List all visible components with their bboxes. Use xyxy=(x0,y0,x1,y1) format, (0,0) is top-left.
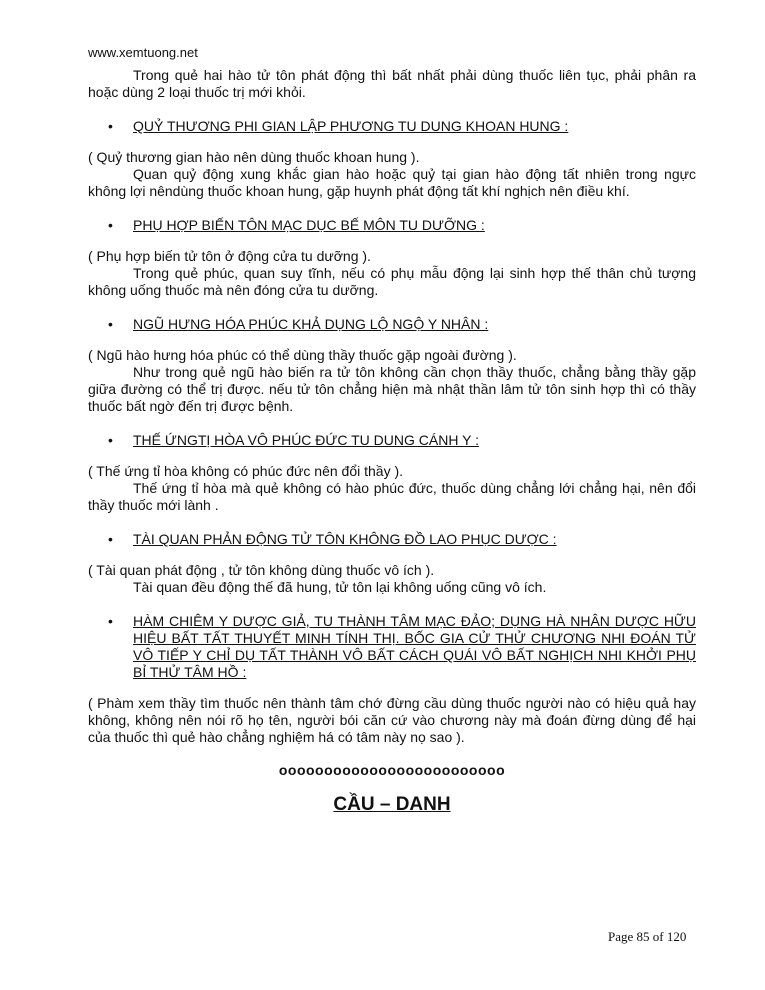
section-body: Như trong quẻ ngũ hào biến ra tử tôn không cần chọn thầy thuốc, chẳng bằng thầy gặp giữa đường có thể trị được. nếu tử tôn chẳng hiện mà nhật thần lâm tử tôn sinh hợp thì có thầy thuốc bất ngờ đến trị được bệnh. xyxy=(88,364,696,414)
separator: ooooooooooooooooooooooooo xyxy=(278,762,506,778)
heading-text: PHỤ HỢP BIẾN TÔN MẠC DỤC BẾ MÔN TU DƯỠNG : xyxy=(133,217,485,233)
section-heading xyxy=(88,613,696,681)
bullet-icon: • xyxy=(108,316,113,332)
section-body: Thế ứng tỉ hòa mà quẻ không có hào phúc đức, thuốc dùng chẳng lới chẳng hại, nên đổi thầy thuốc mới lành . xyxy=(88,480,696,513)
bullet-icon: • xyxy=(108,613,113,629)
site-url[interactable]: www.xemtuong.net xyxy=(88,45,198,60)
section-note: ( Phụ hợp biến tử tôn ở động cửa tu dưỡng ). xyxy=(88,248,371,264)
section-heading xyxy=(88,217,696,234)
page-number: Page 85 of 120 xyxy=(608,929,687,944)
heading-text: HÀM CHIÊM Y DƯỢC GIẢ, TU THÀNH TÂM MẠC ĐẢO; DỤNG HÀ NHÂN DƯỢC HỮU HIỆU BẤT TẤT THUYẾT MINH TÍNH THỊ. BỐC GIA CỬ THỬ CHƯƠNG NHI ĐOÁN TỬ VÔ TIẾP Y CHỈ DỤ TẤT THÀNH VÔ BẤT CÁCH QUÁI VÔ BẤT NGHỊCH NHI KHỞI PHỤ BỈ THỬ TÂM HỒ : xyxy=(133,613,696,680)
section-note: ( Phàm xem thầy tìm thuốc nên thành tâm chớ đừng cầu dùng thuốc người nào có hiệu quả hay không, không nên nói rõ họ tên, người bói căn cứ vào chương này mà đoán đừng dùng để hại của thuốc thì quẻ hào chẳng nghiệm há có tâm này nọ sao ). xyxy=(88,695,696,745)
heading-text: THẾ ỨNGTỊ HÒA VÔ PHÚC ĐỨC TU DUNG CÁNH Y : xyxy=(133,432,479,448)
section-heading xyxy=(88,316,696,333)
section-body: Quan quỷ động xung khắc gian hào hoặc quỷ tại gian hào động tất nhiên trong ngực không lợi nêndùng thuốc khoan hung, gặp huynh phát động tất khí nghịch nên điều khí. xyxy=(88,166,696,199)
section-note: ( Thế ứng tỉ hòa không có phúc đức nên đổi thầy ). xyxy=(88,463,404,479)
section-body: Trong quẻ phúc, quan suy tĩnh, nếu có phụ mẫu động lại sinh hợp thế thân chủ tượng không uống thuốc mà nên đóng cửa tu dưỡng. xyxy=(88,265,696,298)
section-heading xyxy=(88,432,696,449)
bullet-icon: • xyxy=(108,118,113,134)
page-content xyxy=(88,44,696,813)
heading-text: NGŨ HƯNG HÓA PHÚC KHẢ DỤNG LỘ NGỘ Y NHÂN : xyxy=(133,316,489,332)
bullet-icon: • xyxy=(108,432,113,448)
section-note: ( Ngũ hào hưng hóa phúc có thể dùng thầy thuốc gặp ngoài đường ). xyxy=(88,347,517,363)
bullet-icon: • xyxy=(108,531,113,547)
section-heading xyxy=(88,531,696,548)
section-heading xyxy=(88,118,696,135)
section-note: ( Tài quan phát động , tử tôn không dùng thuốc vô ích ). xyxy=(88,562,435,578)
heading-text: TÀI QUAN PHẢN ĐỘNG TỬ TÔN KHÔNG ĐỒ LAO PHỤC DƯỢC : xyxy=(133,531,557,547)
next-section-title: CẦU – DANH xyxy=(333,794,451,815)
section-body: Tài quan đều động thế đã hung, tử tôn lại không uống cũng vô ích. xyxy=(133,579,547,595)
heading-text: QUỶ THƯƠNG PHI GIAN LẬP PHƯƠNG TU DUNG KHOAN HUNG : xyxy=(133,118,569,134)
bullet-icon: • xyxy=(108,217,113,233)
intro-paragraph: Trong quẻ hai hào tử tôn phát động thì bất nhất phải dùng thuốc liên tục, phải phân ra hoặc dùng 2 loại thuốc trị mới khỏi. xyxy=(88,67,696,100)
section-note: ( Quỷ thương gian hào nên dùng thuốc khoan hung ). xyxy=(88,149,420,165)
